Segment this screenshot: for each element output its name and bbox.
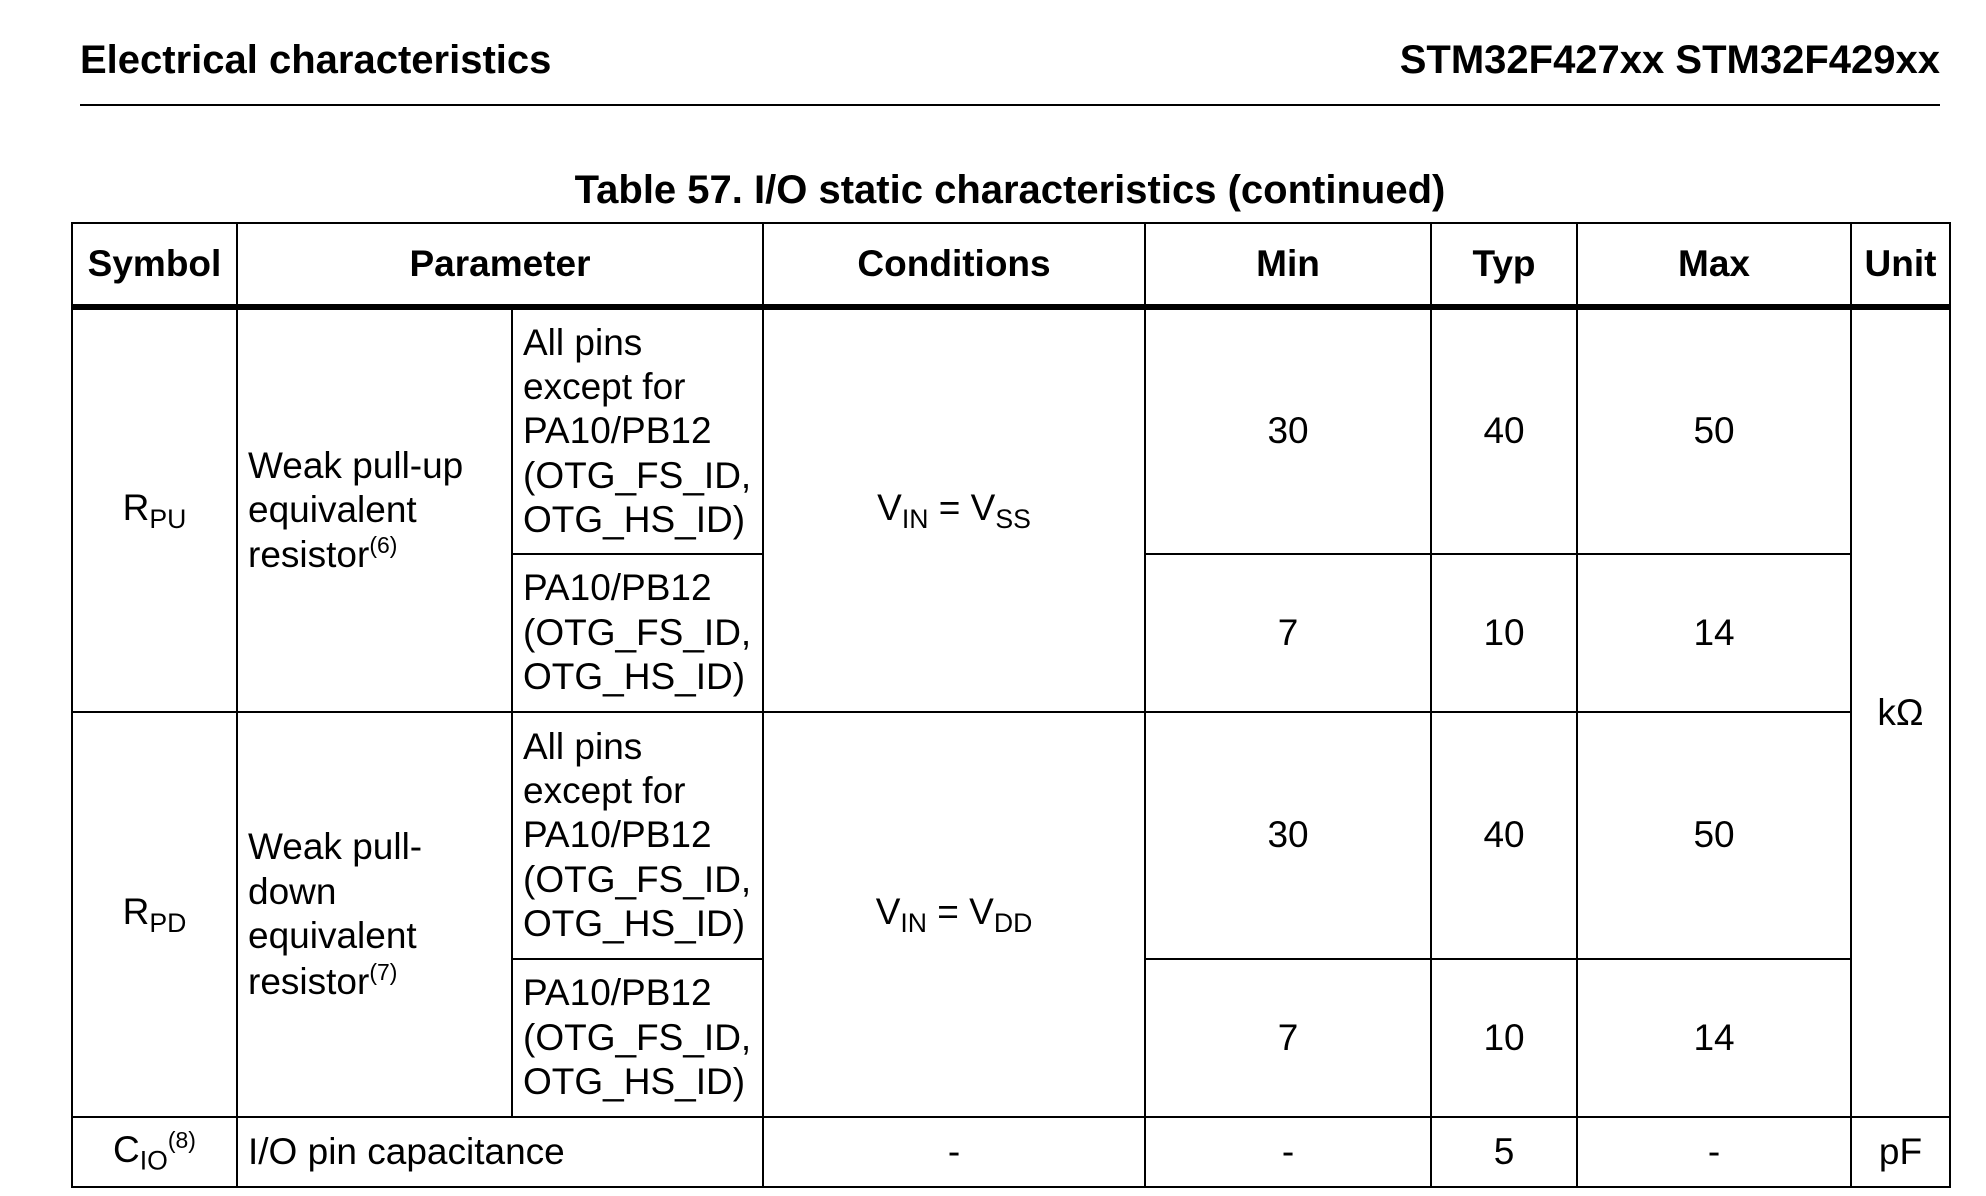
typ-value: 10 bbox=[1431, 959, 1577, 1117]
header-typ: Typ bbox=[1431, 223, 1577, 307]
typ-value: 40 bbox=[1431, 712, 1577, 959]
io-static-characteristics-table bbox=[71, 222, 1951, 1188]
min-value: 30 bbox=[1145, 712, 1431, 959]
parameter-rpd: Weak pull-down equivalent resistor$^{(7)}$ bbox=[237, 712, 512, 1117]
header-parameter: Parameter bbox=[237, 223, 763, 307]
pins-rpd-otg: PA10/PB12 (OTG_FS_ID, OTG_HS_ID) bbox=[512, 959, 763, 1117]
max-value: 14 bbox=[1577, 554, 1851, 712]
parameter-rpu: Weak pull-up equivalent resistor$^{(6)}$ bbox=[237, 307, 512, 712]
symbol-rpu: $R_{PU}$ bbox=[72, 307, 237, 712]
section-title: Electrical characteristics bbox=[80, 38, 552, 82]
conditions-rpd: $V_{IN} = V_{DD}$ bbox=[763, 712, 1145, 1117]
pins-rpu-all: All pins except for PA10/PB12 (OTG_FS_ID, OTG_HS_ID) bbox=[512, 307, 763, 554]
min-value: 30 bbox=[1145, 307, 1431, 554]
conditions-rpu: $V_{IN} = V_{SS}$ bbox=[763, 307, 1145, 712]
max-value: 14 bbox=[1577, 959, 1851, 1117]
typ-value: 5 bbox=[1431, 1117, 1577, 1187]
pins-rpd-all: All pins except for PA10/PB12 (OTG_FS_ID, OTG_HS_ID) bbox=[512, 712, 763, 959]
product-title: STM32F427xx STM32F429xx bbox=[1399, 38, 1940, 82]
typ-value: 40 bbox=[1431, 307, 1577, 554]
table-row bbox=[72, 1117, 1950, 1187]
min-value: 7 bbox=[1145, 959, 1431, 1117]
header-min: Min bbox=[1145, 223, 1431, 307]
header-symbol: Symbol bbox=[72, 223, 237, 307]
table-caption: Table 57. I/O static characteristics (continued) bbox=[574, 168, 1446, 212]
table-row bbox=[72, 307, 1950, 554]
min-value: - bbox=[1145, 1117, 1431, 1187]
table-header-row bbox=[72, 223, 1950, 307]
unit-kohm: kΩ bbox=[1851, 307, 1950, 1117]
header-max: Max bbox=[1577, 223, 1851, 307]
max-value: 50 bbox=[1577, 307, 1851, 554]
symbol-rpd: $R_{PD}$ bbox=[72, 712, 237, 1117]
header-divider bbox=[80, 104, 1940, 106]
unit-pf: pF bbox=[1851, 1117, 1950, 1187]
pins-rpu-otg: PA10/PB12 (OTG_FS_ID, OTG_HS_ID) bbox=[512, 554, 763, 712]
header-unit: Unit bbox=[1851, 223, 1950, 307]
max-value: 50 bbox=[1577, 712, 1851, 959]
parameter-cio: I/O pin capacitance bbox=[237, 1117, 763, 1187]
symbol-cio: $C_{IO}^{(8)}$ bbox=[72, 1117, 237, 1187]
header-conditions: Conditions bbox=[763, 223, 1145, 307]
typ-value: 10 bbox=[1431, 554, 1577, 712]
table-row bbox=[72, 712, 1950, 959]
min-value: 7 bbox=[1145, 554, 1431, 712]
max-value: - bbox=[1577, 1117, 1851, 1187]
conditions-cio: - bbox=[763, 1117, 1145, 1187]
